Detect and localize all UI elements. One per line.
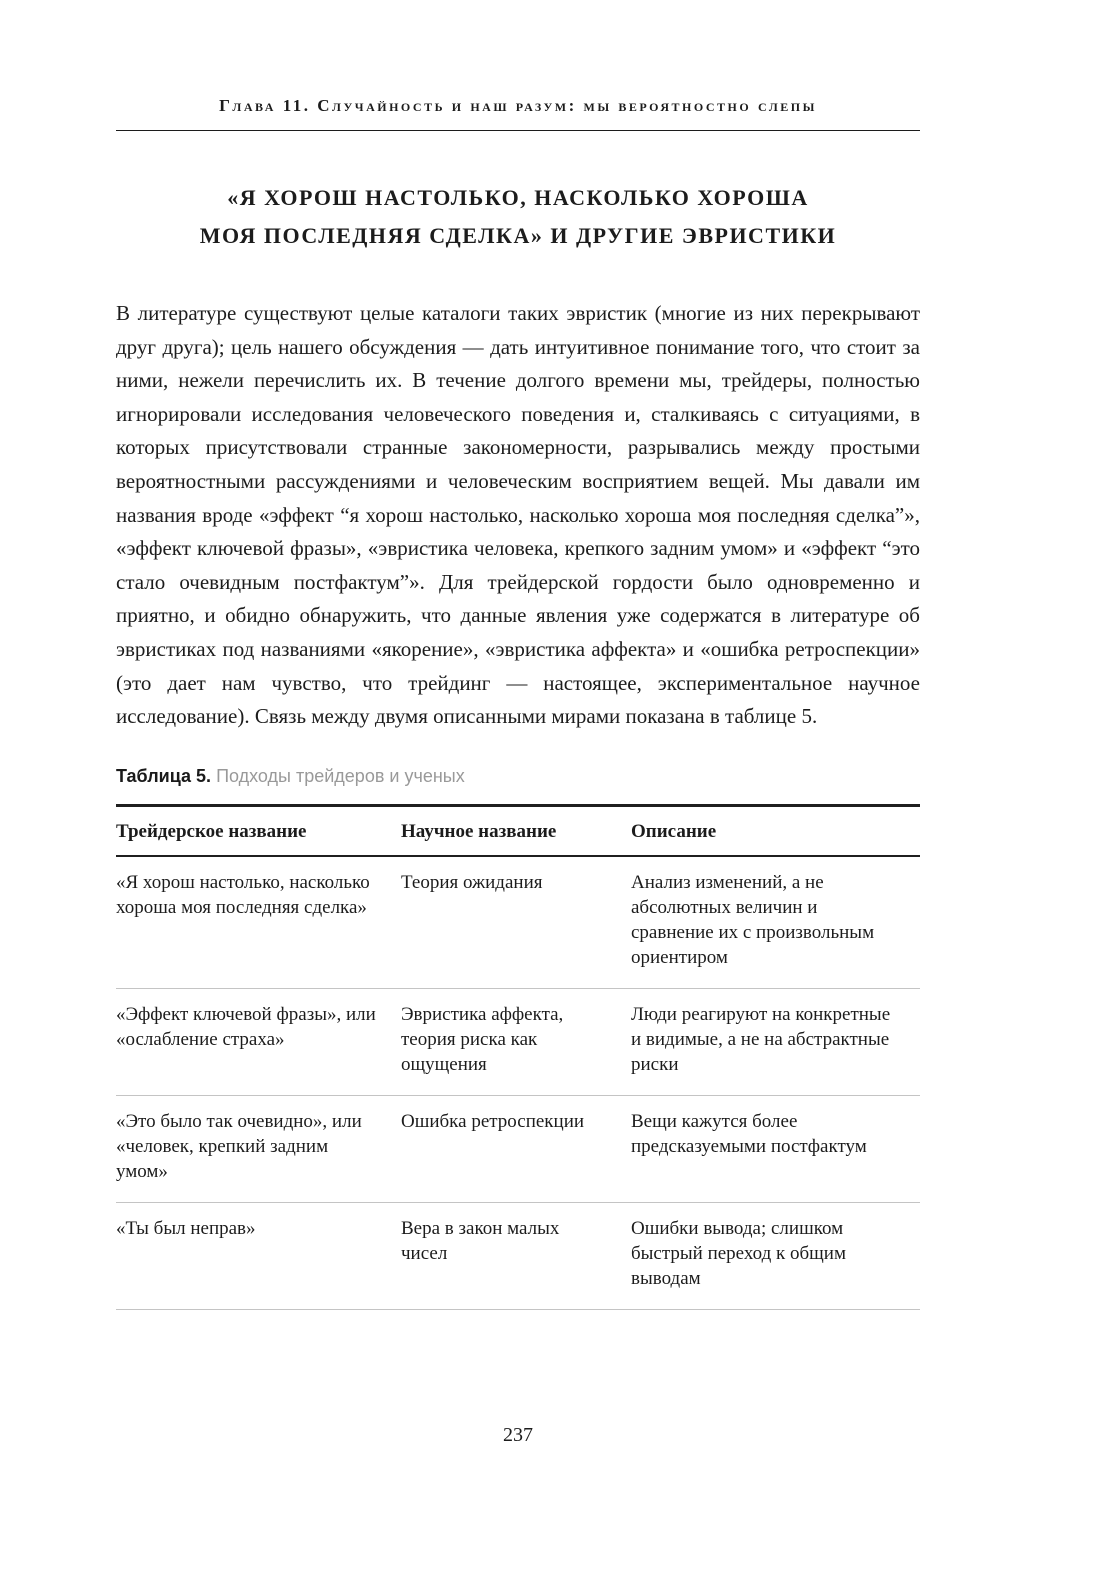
table-cell-description: Люди реагируют на конкретные и видимые, а не на абстрактные риски (631, 988, 920, 1095)
table-cell-scientific-name: Эвристика аффекта, теория риска как ощущения (401, 988, 631, 1095)
header-rule (116, 130, 920, 131)
section-heading (116, 179, 920, 255)
table-cell-scientific-name: Вера в закон малых чисел (401, 1202, 631, 1309)
table-caption (116, 764, 920, 788)
table-caption-text: Подходы трейдеров и ученых (216, 765, 465, 786)
table-cell-description: Вещи кажутся более предсказуемыми постфактум (631, 1095, 920, 1202)
column-header-trader-name: Трейдерское название (116, 805, 401, 856)
table-caption-label: Таблица 5. (116, 765, 212, 786)
table-row (116, 1202, 920, 1309)
body-paragraph: В литературе существуют целые каталоги таких эвристик (многие из них перекрывают друг друга); цель нашего обсуждения — дать интуитивное понимание того, что стоит за ними, нежели перечислить их. В течение долгого времени мы, трейдеры, полностью игнорировали исследования человеческого поведения и, сталкиваясь с ситуациями, в которых присутствовали странные закономерности, разрывались между простыми вероятностными рассуждениями и человеческим восприятием вещей. Мы давали им названия вроде «эффект “я хорош настолько, насколько хороша моя последняя сделка”», «эффект ключевой фразы», «эвристика человека, крепкого задним умом» и «эффект “это стало очевидным постфактум”». Для трейдерской гордости было одновременно и приятно, и обидно обнаружить, что данные явления уже содержатся в литературе об эвристиках под названиями «якорение», «эвристика аффекта» и «ошибка ретроспекции» (это дает нам чувство, что трейдинг — настоящее, экспериментальное научное исследование). Связь между двумя описанными мирами показана в таблице 5. (116, 301, 920, 729)
table-cell-scientific-name: Теория ожидания (401, 856, 631, 989)
page-number: 237 (503, 1424, 533, 1446)
table-cell-trader-name: «Я хорош настолько, насколько хороша моя последняя сделка» (116, 856, 401, 989)
table-header-row (116, 805, 920, 856)
table-cell-trader-name: «Эффект ключевой фразы», или «ослабление страха» (116, 988, 401, 1095)
table-cell-trader-name: «Это было так очевидно», или «человек, крепкий задним умом» (116, 1095, 401, 1202)
heuristics-table (116, 804, 920, 1310)
table-cell-description: Ошибки вывода; слишком быстрый переход к общим выводам (631, 1202, 920, 1309)
running-header-text: Глава 11. Случайность и наш разум: мы вероятностно слепы (219, 96, 817, 115)
table-row (116, 1095, 920, 1202)
running-header (116, 96, 920, 116)
table-row (116, 988, 920, 1095)
table-cell-scientific-name: Ошибка ретроспекции (401, 1095, 631, 1202)
section-heading-line-2: МОЯ ПОСЛЕДНЯЯ СДЕЛКА» И ДРУГИЕ ЭВРИСТИКИ (199, 223, 837, 248)
section-heading-line-1: «Я ХОРОШ НАСТОЛЬКО, НАСКОЛЬКО ХОРОША (227, 185, 809, 210)
column-header-description: Описание (631, 805, 920, 856)
table-cell-description: Анализ изменений, а не абсолютных величин и сравнение их с произвольным ориентиром (631, 856, 920, 989)
table-cell-trader-name: «Ты был неправ» (116, 1202, 401, 1309)
table-row (116, 856, 920, 989)
column-header-scientific-name: Научное название (401, 805, 631, 856)
